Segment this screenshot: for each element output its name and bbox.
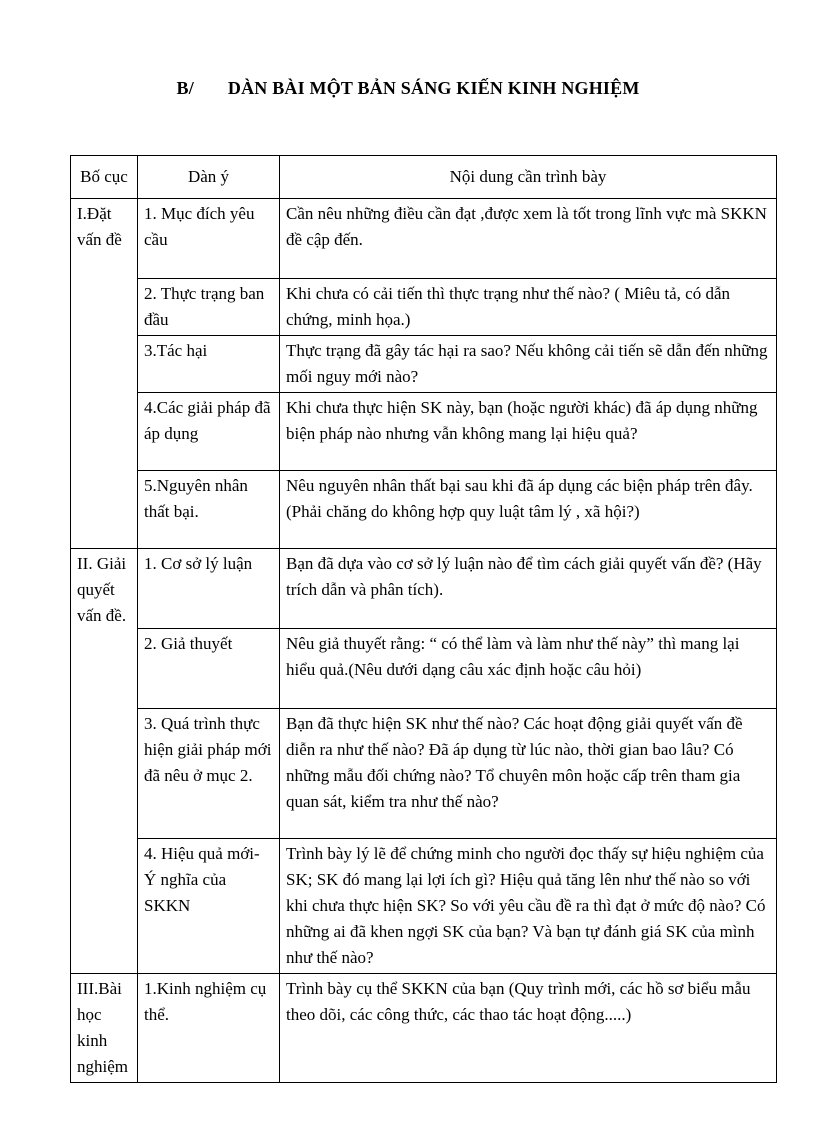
row-item: 2. Giả thuyết <box>138 629 280 709</box>
title-text: DÀN BÀI MỘT BẢN SÁNG KIẾN KINH NGHIỆM <box>227 78 640 98</box>
page-title <box>0 78 816 99</box>
row-item: 1. Mục đích yêu cầu <box>138 199 280 279</box>
table-row <box>71 199 777 279</box>
table-row <box>71 549 777 629</box>
table-row <box>71 629 777 709</box>
row-content: Nêu nguyên nhân thất bại sau khi đã áp dụng các biện pháp trên đây. (Phải chăng do không hợp quy luật tâm lý , xã hội?) <box>280 471 777 549</box>
row-content: Thực trạng đã gây tác hại ra sao? Nếu không cải tiến sẽ dẫn đến những mối nguy mới nào? <box>280 336 777 393</box>
row-content: Khi chưa có cải tiến thì thực trạng như thế nào? ( Miêu tả, có dẫn chứng, minh họa.) <box>280 279 777 336</box>
row-item: 1.Kinh nghiệm cụ thể. <box>138 974 280 1083</box>
row-content: Khi chưa thực hiện SK này, bạn (hoặc người khác) đã áp dụng những biện pháp nào nhưng vẫn không mang lại hiệu quả? <box>280 393 777 471</box>
row-content: Trình bày lý lẽ để chứng minh cho người đọc thấy sự hiệu nghiệm của SK; SK đó mang lại lợi ích gì? Hiệu quả tăng lên như thế nào so với khi chưa thực hiện SK? So với yêu cầu đề ra thì đạt ở mức độ nào? Có những ai đã khen ngợi SK của bạn? Và bạn tự đánh giá SK của mình như thế nào? <box>280 839 777 974</box>
table-row <box>71 279 777 336</box>
table-row <box>71 393 777 471</box>
row-item: 1. Cơ sở lý luận <box>138 549 280 629</box>
section-label: I.Đặt vấn đề <box>71 199 138 549</box>
header-row <box>71 156 777 199</box>
header-outline: Dàn ý <box>138 156 280 199</box>
row-item: 4.Các giải pháp đã áp dụng <box>138 393 280 471</box>
row-content: Bạn đã thực hiện SK như thế nào? Các hoạt động giải quyết vấn đề diễn ra như thế nào? Đã áp dụng từ lúc nào, thời gian bao lâu? Có những mẫu đối chứng nào? Tổ chuyên môn hoặc cấp trên tham gia quan sát, kiểm tra như thế nào? <box>280 709 777 839</box>
row-content: Trình bày cụ thể SKKN của bạn (Quy trình mới, các hồ sơ biểu mẫu theo dõi, các công thức, các thao tác hoạt động.....) <box>280 974 777 1083</box>
section-label: II. Giải quyết vấn đề. <box>71 549 138 974</box>
section-label: III.Bài học kinh nghiệm <box>71 974 138 1083</box>
table-row <box>71 709 777 839</box>
outline-table <box>70 155 777 1083</box>
row-content: Bạn đã dựa vào cơ sở lý luận nào để tìm cách giải quyết vấn đề? (Hãy trích dẫn và phân tích). <box>280 549 777 629</box>
row-item: 2. Thực trạng ban đầu <box>138 279 280 336</box>
title-prefix: B/ <box>176 78 194 98</box>
header-structure: Bố cục <box>71 156 138 199</box>
table-row <box>71 974 777 1083</box>
row-item: 3.Tác hại <box>138 336 280 393</box>
row-item: 3. Quá trình thực hiện giải pháp mới đã nêu ở mục 2. <box>138 709 280 839</box>
header-content: Nội dung cần trình bày <box>280 156 777 199</box>
table-row <box>71 336 777 393</box>
row-content: Nêu giả thuyết rằng: “ có thể làm và làm như thế này” thì mang lại hiểu quả.(Nêu dưới dạng câu xác định hoặc câu hỏi) <box>280 629 777 709</box>
table-row <box>71 839 777 974</box>
table-row <box>71 471 777 549</box>
row-item: 5.Nguyên nhân thất bại. <box>138 471 280 549</box>
row-content: Cần nêu những điều cần đạt ,được xem là tốt trong lĩnh vực mà SKKN đề cập đến. <box>280 199 777 279</box>
row-item: 4. Hiệu quả mới- Ý nghĩa của SKKN <box>138 839 280 974</box>
